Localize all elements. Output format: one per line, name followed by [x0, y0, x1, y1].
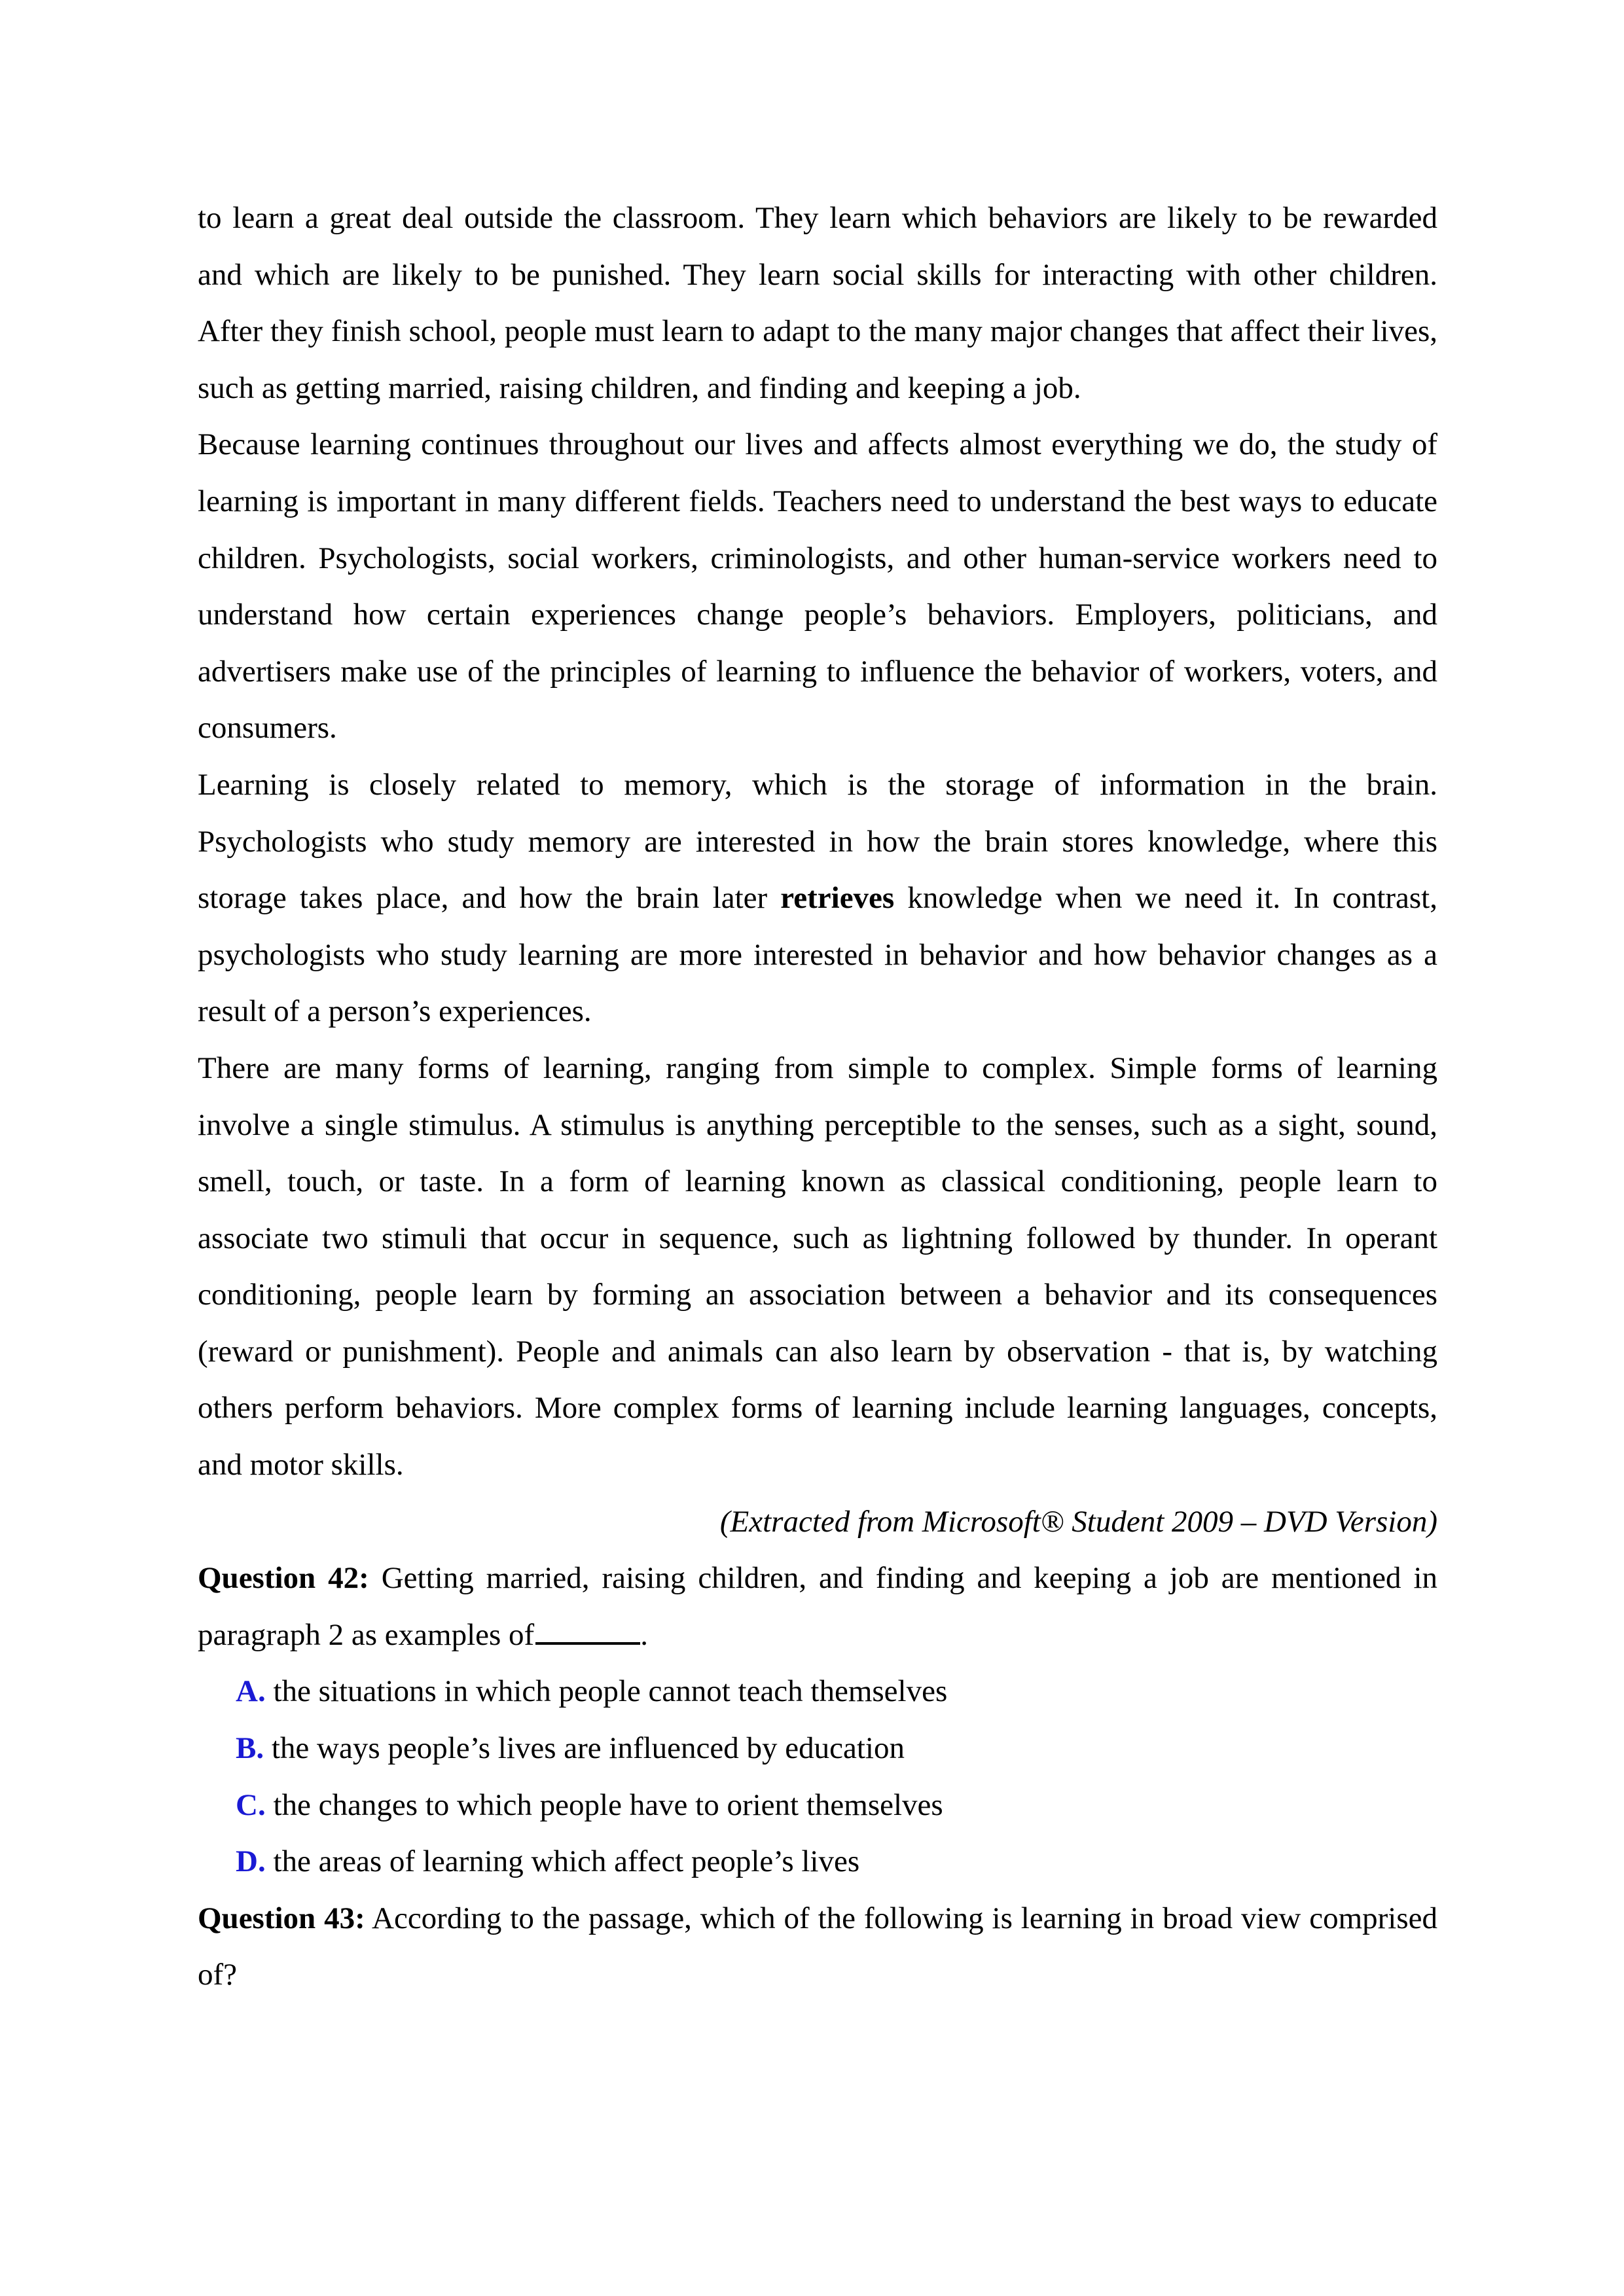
- option-a-letter: A.: [236, 1674, 266, 1709]
- question-42-label: Question 42:: [198, 1561, 369, 1596]
- passage-paragraph-1: to learn a great deal outside the classroom. They learn which behaviors are likely to be rewarded and which are likely to be punished. They learn social skills for interacting with other children. After they finish school, people must learn to adapt to the many major changes that affect their lives, such as getting married, raising children, and finding and keeping a job.: [198, 201, 1437, 405]
- p3-text-before: Learning is closely related to memory, which is the storage of information in the brain. Psychologists who study memory are interested in how the brain stores knowledge, where this storage takes place, and how the brain later: [198, 767, 1437, 916]
- keyword-retrieves: retrieves: [780, 881, 895, 916]
- option-d-text: the areas of learning which affect people’s lives: [265, 1844, 860, 1879]
- option-a-text: the situations in which people cannot teach themselves: [265, 1674, 948, 1709]
- answer-blank: [535, 1611, 640, 1645]
- question-42-text: Getting married, raising children, and finding and keeping a job are mentioned in paragraph 2 as examples of: [198, 1561, 1437, 1652]
- question-43: [198, 1890, 1437, 2003]
- option-b[interactable]: [198, 1720, 1437, 1777]
- passage-paragraph-4: There are many forms of learning, ranging from simple to complex. Simple forms of learning involve a single stimulus. A stimulus is anything perceptible to the senses, such as a sight, sound, smell, touch, or taste. In a form of learning known as classical conditioning, people learn to associate two stimuli that occur in sequence, such as lightning followed by thunder. In operant conditioning, people learn by forming an association between a behavior and its consequences (reward or punishment). People and animals can also learn by observation - that is, by watching others perform behaviors. More complex forms of learning include learning languages, concepts, and motor skills.: [198, 1050, 1437, 1482]
- passage-paragraph-3: [198, 757, 1437, 1040]
- question-42: [198, 1550, 1437, 1663]
- question-43-text: According to the passage, which of the following is learning in broad view comprised of?: [198, 1901, 1437, 1992]
- passage-paragraph-2: Because learning continues throughout our lives and affects almost everything we do, the study of learning is important in many different fields. Teachers need to understand the best ways to educate children. Psychologists, social workers, criminologists, and other human-service workers need to understand how certain experiences change people’s behaviors. Employers, politicians, and advertisers make use of the principles of learning to influence the behavior of workers, voters, and consumers.: [198, 427, 1437, 745]
- option-a[interactable]: [198, 1663, 1437, 1720]
- p3-text-after: knowledge when we need it. In contrast, psychologists who study learning are more interested in behavior and how behavior changes as a result of a person’s experiences.: [198, 881, 1437, 1029]
- option-d-letter: D.: [236, 1844, 266, 1879]
- option-c[interactable]: [198, 1777, 1437, 1834]
- option-b-letter: B.: [236, 1731, 264, 1766]
- option-c-text: the changes to which people have to orient themselves: [265, 1787, 943, 1822]
- option-d[interactable]: [198, 1833, 1437, 1890]
- source-citation: (Extracted from Microsoft® Student 2009 – DVD Version): [719, 1504, 1437, 1539]
- option-c-letter: C.: [236, 1787, 266, 1822]
- question-42-end: .: [640, 1617, 648, 1652]
- option-b-text: the ways people’s lives are influenced by education: [264, 1731, 905, 1766]
- question-43-label: Question 43:: [198, 1901, 365, 1935]
- document-page: [198, 190, 1437, 2003]
